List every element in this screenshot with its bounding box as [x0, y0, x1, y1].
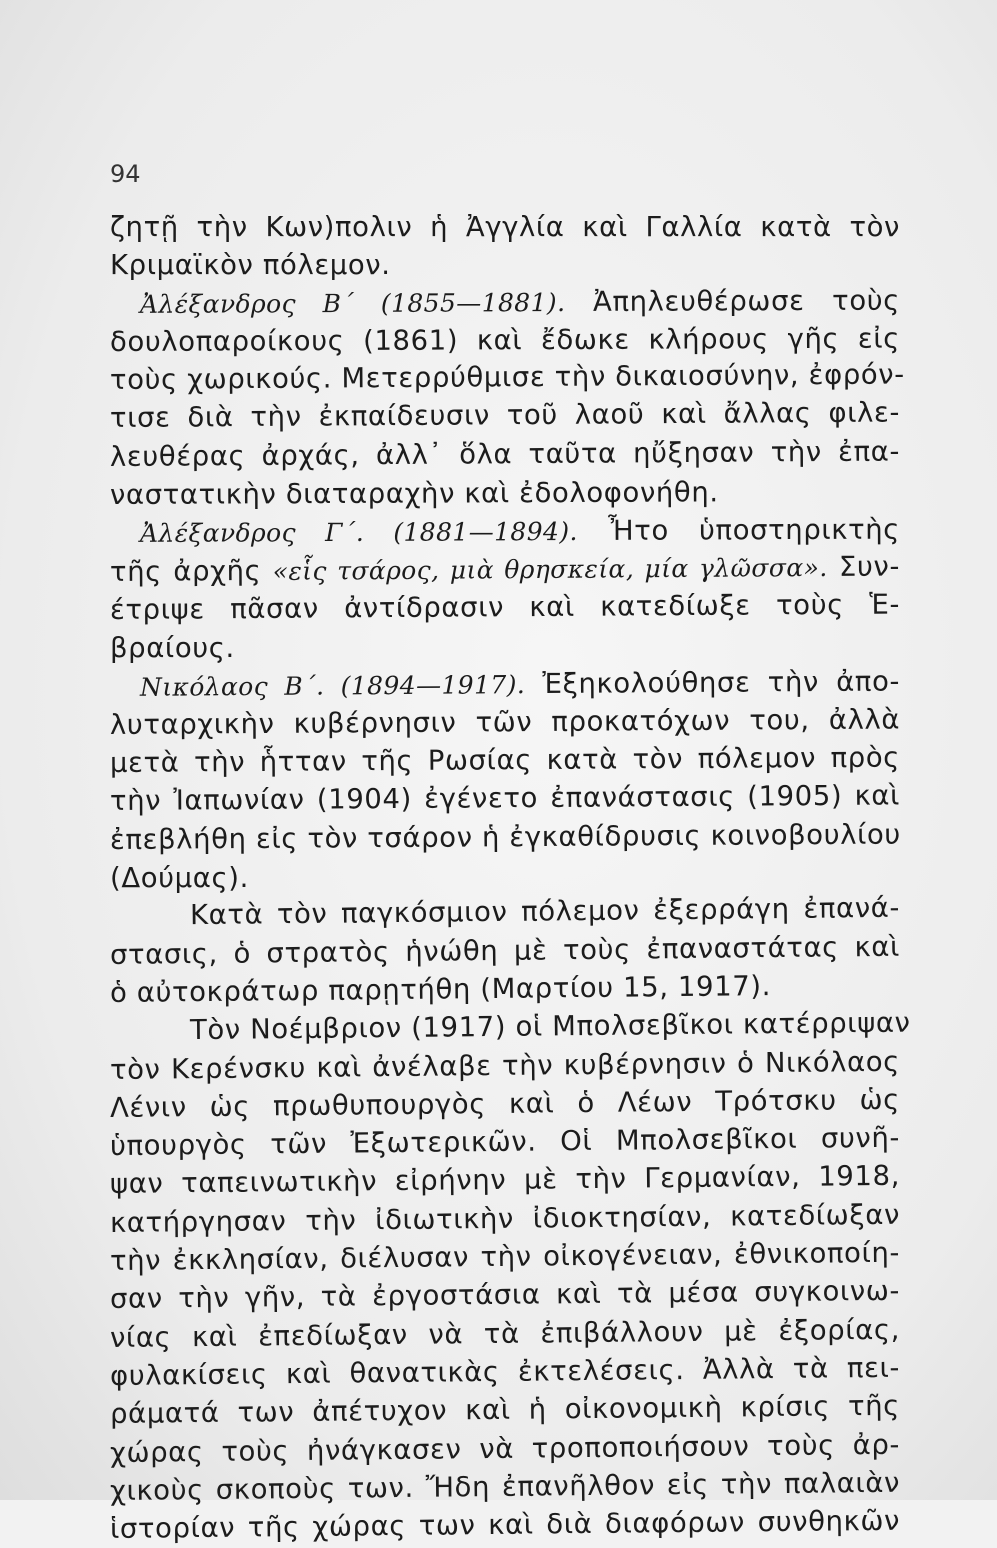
text-line: τὴν ἐκκλησίαν, διέλυσαν τὴν οἰκογένειαν, ἐθνικοποίη-: [109, 1236, 901, 1278]
text-line: ναστατικὴν διαταραχὴν καὶ ἐδολοφονήθη.: [109, 476, 719, 512]
text-line: ὁ αὐτοκράτωρ παρῃτήθη (Μαρτίου 15, 1917).: [109, 970, 772, 1009]
text-line: ἐπεβλήθη εἰς τὸν τσάρον ἡ ἐγκαθίδρυσις κοινοβουλίου: [109, 818, 901, 856]
text-line: Ἀλέξανδρος Β΄ (1855—1881). Ἀπηλευθέρωσε τοὺς: [139, 284, 901, 319]
text-line: λυταρχικὴν κυβέρνησιν τῶν προκατόχων του, ἀλλὰ: [109, 703, 901, 741]
body-text: [109, 208, 911, 1548]
text-line: λευθέρας ἀρχάς, ἀλλ᾽ ὅλα ταῦτα ηὔξησαν τὴν ἐπα-: [109, 435, 901, 473]
text-line: Νικόλαος Β΄. (1894—1917). Ἐξηκολούθησε τὴν ἀπο-: [139, 665, 901, 702]
text-line: τῆς ἀρχῆς «εἷς τσάρος, μιὰ θρησκεία, μία γλῶσσα». Συν-: [109, 550, 901, 588]
text-line: στασις, ὁ στρατὸς ἡνώθη μὲ τοὺς ἐπαναστάτας καὶ: [109, 930, 901, 971]
ruler-name: Ἀλέξανδρος Γ΄. (1881—1894).: [139, 517, 578, 549]
text-line: νίας καὶ ἐπεδίωξαν νὰ τὰ ἐπιβάλλουν μὲ ἐξορίας,: [109, 1313, 901, 1354]
text-line: χώρας τοὺς ἠνάγκασεν νὰ τροποποιήσουν τοὺς ἀρ-: [109, 1428, 901, 1469]
quote: «εἷς τσάρος, μιὰ θρησκεία, μία γλῶσσα».: [272, 552, 828, 586]
text-line: Κριμαϊκὸν πόλεμον.: [110, 249, 391, 282]
text-line: ἱστορίαν τῆς χώρας των καὶ διὰ διαφόρων συνθηκῶν: [109, 1504, 901, 1546]
text-line: τὸν Κερένσκυ καὶ ἀνέλαβε τὴν κυβέρνησιν ὁ Νικόλαος: [109, 1045, 901, 1086]
text-line: ὑπουργὸς τῶν Ἐξωτερικῶν. Οἱ Μπολσεβῖκοι συνῆ-: [109, 1121, 901, 1163]
text-line: δουλοπαροίκους (1861) καὶ ἔδωκε κλήρους γῆς εἰς: [109, 322, 901, 358]
text-line: μετὰ τὴν ἧτταν τῆς Ρωσίας κατὰ τὸν πόλεμον πρὸς: [109, 741, 901, 780]
ruler-name: Νικόλαος Β΄. (1894—1917).: [139, 669, 526, 702]
text-line: τὴν Ἰαπωνίαν (1904) ἐγένετο ἐπανάστασις (1905) καὶ: [109, 779, 901, 818]
text-line: τοὺς χωρικούς. Μετερρύθμισε τὴν δικαιοσύνην, ἐφρόν-: [109, 358, 905, 397]
text-line: Λένιν ὡς πρωθυπουργὸς καὶ ὁ Λέων Τρότσκυ ὡς: [109, 1083, 901, 1124]
page-number: 94: [110, 160, 141, 188]
text-line: χικοὺς σκοποὺς των. Ἤδη ἐπανῆλθον εἰς τὴν παλαιὰν: [109, 1466, 901, 1507]
text-line: Ἀλέξανδρος Γ΄. (1881—1894). Ἦτο ὑποστηρικτὴς: [139, 513, 901, 549]
text-line: ράματά των ἀπέτυχον καὶ ἡ οἰκονομικὴ κρίσις τῆς: [109, 1389, 901, 1431]
text-line: φυλακίσεις καὶ θανατικὰς ἐκτελέσεις. Ἀλλὰ τὰ πει-: [109, 1351, 901, 1392]
text-line: ψαν ταπεινωτικὴν εἰρήνην μὲ τὴν Γερμανίαν, 1918,: [109, 1160, 901, 1201]
text-line: έτριψε πᾶσαν ἀντίδρασιν καὶ κατεδίωξε τοὺς Ἑ-: [109, 588, 901, 626]
text-line: Τὸν Νοέμβριον (1917) οἱ Μπολσεβῖκοι κατέρριψαν: [189, 1006, 911, 1047]
text-line: ζητῇ τὴν Κων)πολιν ἡ Ἀγγλία καὶ Γαλλία κατὰ τὸν: [110, 211, 900, 243]
text-line: κατήργησαν τὴν ἰδιωτικὴν ἰδιοκτησίαν, κατεδίωξαν: [109, 1198, 901, 1239]
text-line: Κατὰ τὸν παγκόσμιον πόλεμον ἐξερράγη ἐπανά-: [189, 892, 901, 932]
text-line: βραίους.: [110, 632, 235, 665]
ruler-name: Ἀλέξανδρος Β΄ (1855—1881).: [139, 287, 566, 319]
text-line: (Δούμας).: [110, 862, 249, 895]
text-line: τισε διὰ τὴν ἐκπαίδευσιν τοῦ λαοῦ καὶ ἄλλας φιλε-: [109, 396, 901, 435]
text-line: σαν τὴν γῆν, τὰ ἐργοστάσια καὶ τὰ μέσα συγκοινω-: [109, 1275, 901, 1316]
